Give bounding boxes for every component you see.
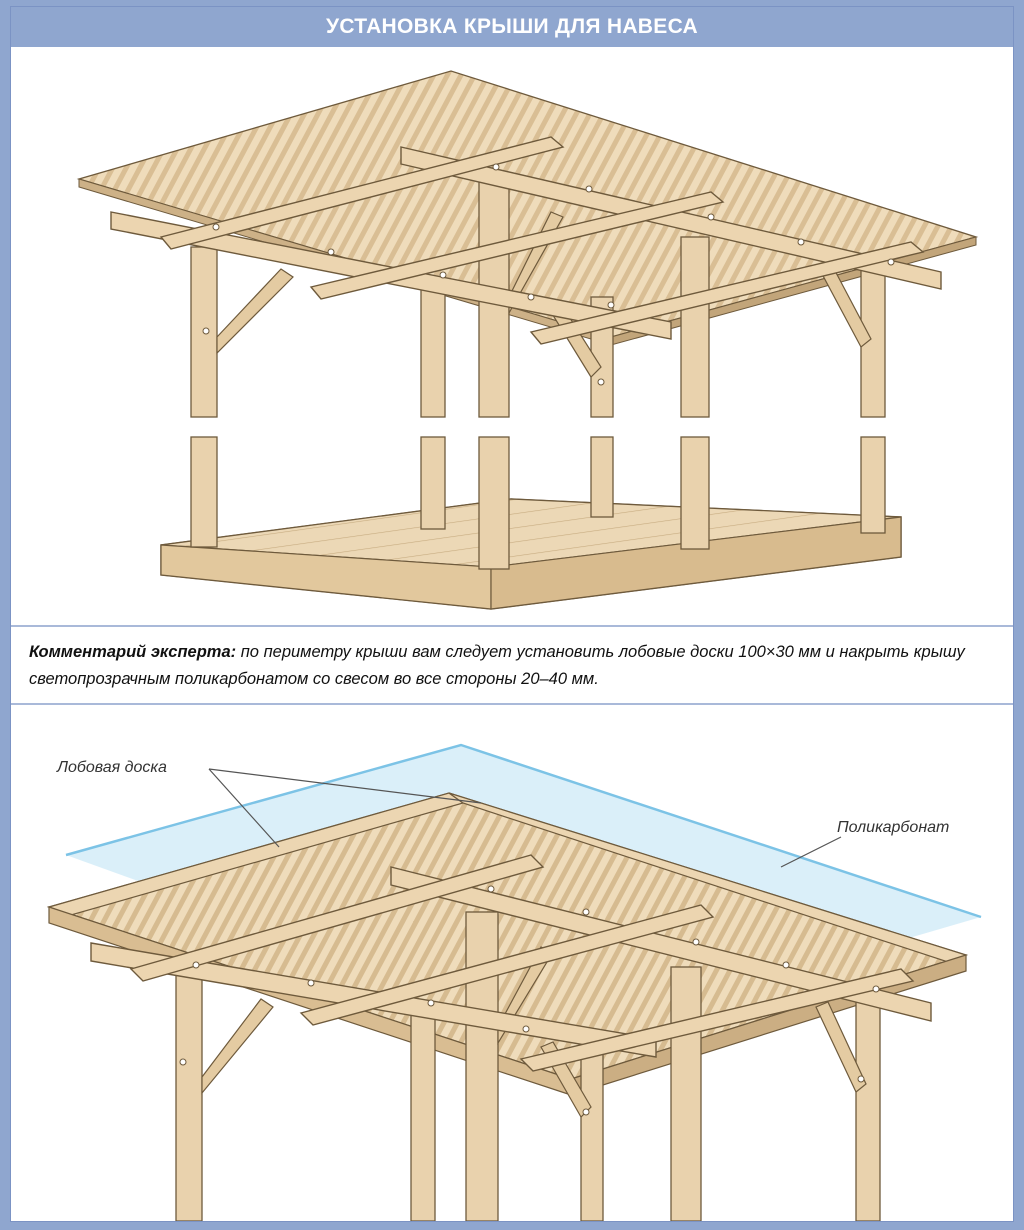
page-title: УСТАНОВКА КРЫШИ ДЛЯ НАВЕСА	[325, 15, 698, 38]
deck-platform	[161, 499, 901, 609]
fascia-board-label: Лобовая доска	[57, 759, 167, 776]
diagram-frame	[10, 6, 1014, 1222]
canopy-roof-drawing	[11, 707, 1013, 1221]
comment-text: по периметру крыши вам следует установить лобовые доски 100×30 мм и накрыть крышу светопрозрачным поликарбонатом со свесом во все стороны 20–40 мм.	[29, 643, 965, 688]
title-bar	[11, 7, 1013, 47]
bottom-illustration	[11, 707, 1013, 1221]
canopy-frame-drawing	[11, 47, 1013, 625]
comment-lead: Комментарий эксперта:	[29, 643, 237, 661]
polycarbonate-label: Поликарбонат	[837, 819, 950, 836]
expert-comment	[11, 625, 1013, 705]
top-illustration	[11, 47, 1013, 625]
